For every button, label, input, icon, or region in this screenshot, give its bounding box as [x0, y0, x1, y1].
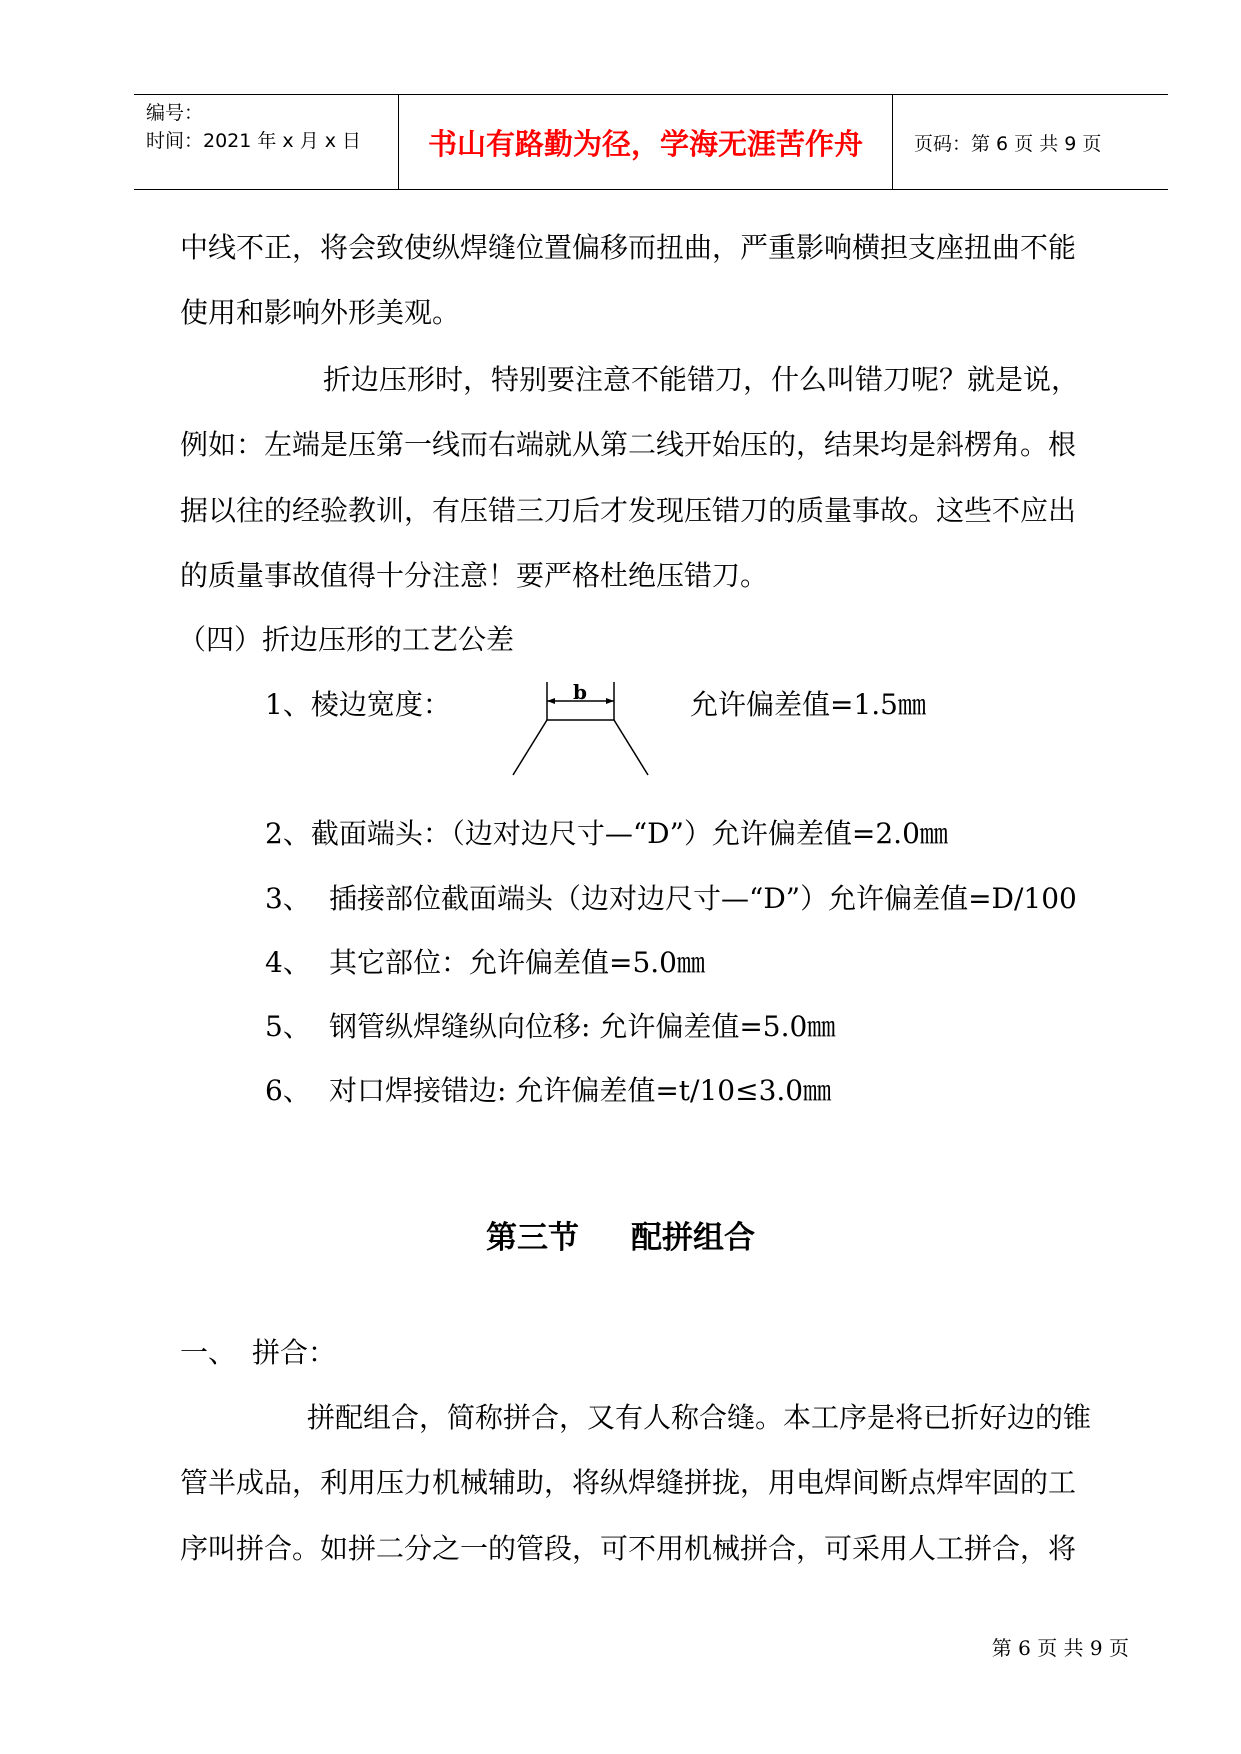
- body-line: 中线不正，将会致使纵焊缝位置偏移而扭曲，严重影响横担支座扭曲不能: [180, 231, 1077, 264]
- dim-arrow-right: [606, 698, 614, 704]
- header-divider: [892, 95, 893, 189]
- section-title-number: 第三节: [486, 1220, 579, 1256]
- dim-arrow-left: [547, 698, 555, 704]
- edge-width-diagram: [510, 680, 670, 780]
- section-title: [0, 1212, 1241, 1257]
- header-page-info: 页码：第 6 页 共 9 页: [914, 132, 1102, 155]
- edge-right: [614, 720, 648, 775]
- body-line: 例如：左端是压第一线而右端就从第二线开始压的，结果均是斜楞角。根: [180, 428, 1077, 461]
- sub-heading-num: 一、: [180, 1336, 237, 1369]
- body-line: 的质量事故值得十分注意！要严格杜绝压错刀。: [180, 559, 769, 592]
- header-motto: 书山有路勤为径，学海无涯苦作舟: [427, 126, 863, 161]
- header-time: 时间：2021 年 x 月 x 日: [146, 130, 362, 152]
- edge-left: [513, 720, 547, 775]
- tolerance-text: 棱边宽度：: [310, 688, 451, 721]
- page-footer: 第 6 页 共 9 页: [991, 1636, 1129, 1660]
- tolerance-item: [265, 1076, 1205, 1106]
- tolerance-num: 4、: [265, 946, 311, 979]
- sub-heading-text: 拼合：: [252, 1336, 337, 1369]
- dim-label: b: [573, 680, 587, 704]
- body-line: 拼配组合，简称拼合，又有人称合缝。本工序是将已折好边的锥: [307, 1401, 1092, 1434]
- tolerance-item: [265, 1012, 1205, 1042]
- body-line: 折边压形时，特别要注意不能错刀，什么叫错刀呢？就是说，: [323, 363, 1080, 396]
- sub-heading: [180, 1338, 1120, 1368]
- tolerance-item: [265, 948, 1205, 978]
- tolerance-num: 3、: [265, 882, 311, 915]
- section-heading: （四）折边压形的工艺公差: [178, 623, 515, 656]
- section-title-text: 配拼组合: [631, 1220, 755, 1256]
- tolerance-text: 对口焊接错边: 允许偏差值=t/10≤3.0㎜: [329, 1074, 832, 1107]
- body-line: 使用和影响外形美观。: [180, 296, 461, 329]
- tolerance-num: 1、: [265, 688, 311, 721]
- tolerance-value: 允许偏差值=1.5㎜: [690, 688, 926, 721]
- tolerance-text: 插接部位截面端头（边对边尺寸—“D”）允许偏差值=D/100: [329, 882, 1077, 915]
- tolerance-item: [265, 819, 1205, 849]
- tolerance-num: 5、: [265, 1010, 311, 1043]
- body-line: 据以往的经验教训，有压错三刀后才发现压错刀的质量事故。这些不应出: [180, 494, 1077, 527]
- header-meta: [146, 99, 406, 155]
- body-line: 管半成品，利用压力机械辅助，将纵焊缝拼拢，用电焊间断点焊牢固的工: [180, 1466, 1077, 1499]
- header-number-label: 编号：: [146, 102, 204, 124]
- tolerance-num: 6、: [265, 1074, 311, 1107]
- tolerance-item: [265, 884, 1205, 914]
- tolerance-text: 钢管纵焊缝纵向位移: 允许偏差值=5.0㎜: [329, 1010, 836, 1043]
- page-header: [134, 94, 1168, 190]
- body-line: 序叫拼合。如拼二分之一的管段，可不用机械拼合，可采用人工拼合，将: [180, 1532, 1077, 1565]
- tolerance-num: 2、: [265, 817, 311, 850]
- tolerance-text: 截面端头：（边对边尺寸—“D”）允许偏差值=2.0㎜: [310, 817, 948, 850]
- tolerance-text: 其它部位：允许偏差值=5.0㎜: [329, 946, 705, 979]
